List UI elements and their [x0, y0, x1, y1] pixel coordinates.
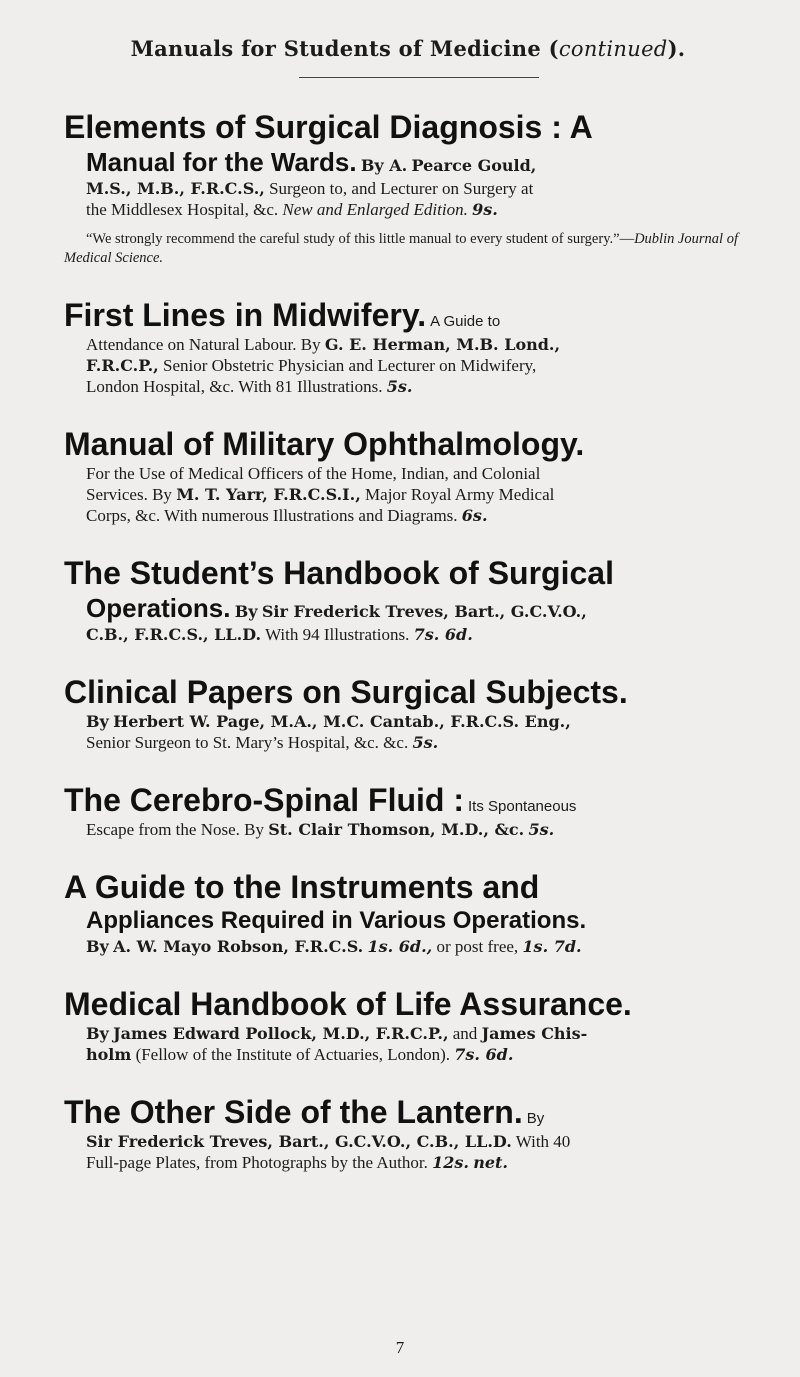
entry-affiliation-2: London Hospital, &c. With 81 Illustrations.: [86, 377, 383, 396]
entry-military-ophthalmology: [64, 425, 762, 526]
entry-title: The Student’s Handbook of Surgical: [64, 555, 614, 591]
entry-title: The Cerebro-Spinal Fluid :: [64, 782, 465, 818]
entry-line-2: Full-page Plates, from Photographs by the Author.: [86, 1153, 428, 1172]
header-title: Manuals for Students of Medicine (: [130, 36, 559, 61]
entry-affiliation: Surgeon to, and Lecturer on Surgery at: [269, 179, 534, 198]
entry-by: By: [234, 602, 258, 621]
entry-title: Elements of Surgical Diagnosis : A: [64, 109, 593, 145]
entry-by: By: [86, 1024, 109, 1043]
entry-author: M. T. Yarr, F.R.C.S.I.,: [176, 485, 361, 504]
entry-price: 6s.: [461, 506, 488, 525]
entry-quals: F.R.C.P.,: [86, 356, 159, 375]
entry-price: 5s.: [528, 820, 555, 839]
entry-line: Escape from the Nose. By: [86, 820, 264, 839]
entry-quals: M.S., M.B., F.R.C.S.,: [86, 179, 265, 198]
entry-surgical-operations: [64, 554, 762, 645]
entry-quals: C.B., F.R.C.S., LL.D.: [86, 625, 262, 644]
entry-author: Sir Frederick Treves, Bart., G.C.V.O., C.B., LL.D.: [86, 1132, 512, 1151]
entry-title: A Guide to the Instruments and: [64, 869, 540, 905]
entry-surgical-diagnosis: [64, 108, 762, 268]
entry-author-2: James Chis-: [481, 1024, 588, 1043]
entry-price: 5s.: [386, 377, 413, 396]
entry-subtitle: Operations.: [86, 593, 231, 623]
entry-price-post: 1s. 7d.: [522, 937, 582, 956]
entry-title: First Lines in Midwifery.: [64, 297, 427, 333]
entry-title-tail: A Guide to: [430, 313, 501, 330]
entry-affiliation: Major Royal Army Medical: [365, 485, 555, 504]
entry-line-2: Services. By: [86, 485, 172, 504]
entry-clinical-papers: [64, 673, 762, 753]
entry-review-quote: [64, 230, 762, 268]
entry-line-3: Corps, &c. With numerous Illustrations and Diagrams.: [86, 506, 458, 525]
entry-title: Manual of Military Ophthalmology.: [64, 426, 585, 462]
entry-midwifery: [64, 296, 762, 397]
entry-affiliation: (Fellow of the Institute of Actuaries, London).: [135, 1045, 450, 1064]
entry-by: By: [86, 712, 109, 731]
entry-other-side-lantern: [64, 1093, 762, 1173]
quote-source: Dublin Journal of Medical Science.: [64, 231, 738, 266]
entry-author: G. E. Herman, M.B. Lond.,: [324, 335, 561, 354]
entry-illustrations: With 40: [515, 1132, 571, 1151]
entry-author: James Edward Pollock, M.D., F.R.C.P.,: [113, 1024, 449, 1043]
entry-title-tail: By: [526, 1110, 545, 1127]
entry-price: 7s. 6d.: [454, 1045, 514, 1064]
entry-affiliation: Senior Obstetric Physician and Lecturer on Midwifery,: [162, 356, 537, 375]
entry-price: 9s.: [472, 200, 498, 219]
entry-title-tail: Its Spontaneous: [468, 798, 577, 815]
entry-author: Pearce Gould,: [411, 156, 537, 175]
entry-title: The Other Side of the Lantern.: [64, 1094, 523, 1130]
entry-subtitle: Manual for the Wards.: [86, 147, 357, 177]
entry-by: By: [86, 937, 109, 956]
entry-cerebro-spinal: [64, 781, 762, 840]
entry-line: For the Use of Medical Officers of the Home, Indian, and Colonial: [86, 464, 541, 483]
entry-edition: New and Enlarged Edition.: [282, 200, 468, 219]
header-rule: [299, 77, 539, 78]
entry-illustrations: With 94 Illustrations.: [265, 625, 410, 644]
entry-price: 7s. 6d.: [413, 625, 473, 644]
entry-instruments-guide: [64, 868, 762, 957]
page-number: 7: [395, 1338, 405, 1357]
entry-author: A. W. Mayo Robson, F.R.C.S.: [113, 937, 364, 956]
entry-title: Medical Handbook of Life Assurance.: [64, 986, 632, 1022]
entry-author: St. Clair Thomson, M.D., &c.: [268, 820, 525, 839]
entry-title: Clinical Papers on Surgical Subjects.: [64, 674, 628, 710]
entry-price-note: or post free,: [436, 937, 519, 956]
quote-text: “We strongly recommend the careful study of this little manual to every student of surgery.”—: [86, 231, 635, 247]
entry-price-net: net.: [473, 1153, 508, 1172]
page-header: [54, 36, 762, 61]
entry-line: Attendance on Natural Labour. By: [86, 335, 321, 354]
entry-and: and: [452, 1024, 478, 1043]
entry-life-assurance: [64, 985, 762, 1065]
entry-price: 12s.: [432, 1153, 469, 1172]
header-close: ).: [667, 36, 686, 61]
header-continued: continued: [558, 37, 668, 61]
entry-price: 5s.: [412, 733, 439, 752]
entry-price: 1s. 6d.,: [367, 937, 433, 956]
entry-affiliation: Senior Surgeon to St. Mary’s Hospital, &c. &c.: [86, 733, 409, 752]
entry-affiliation-2: the Middlesex Hospital, &c.: [86, 200, 279, 219]
entry-author: Herbert W. Page, M.A., M.C. Cantab., F.R.C.S. Eng.,: [113, 712, 571, 731]
entry-author-2-cont: holm: [86, 1045, 132, 1064]
entry-author: Sir Frederick Treves, Bart., G.C.V.O.,: [261, 602, 587, 621]
entry-subtitle: Appliances Required in Various Operations.: [86, 907, 587, 934]
entry-by: By A.: [360, 156, 408, 175]
